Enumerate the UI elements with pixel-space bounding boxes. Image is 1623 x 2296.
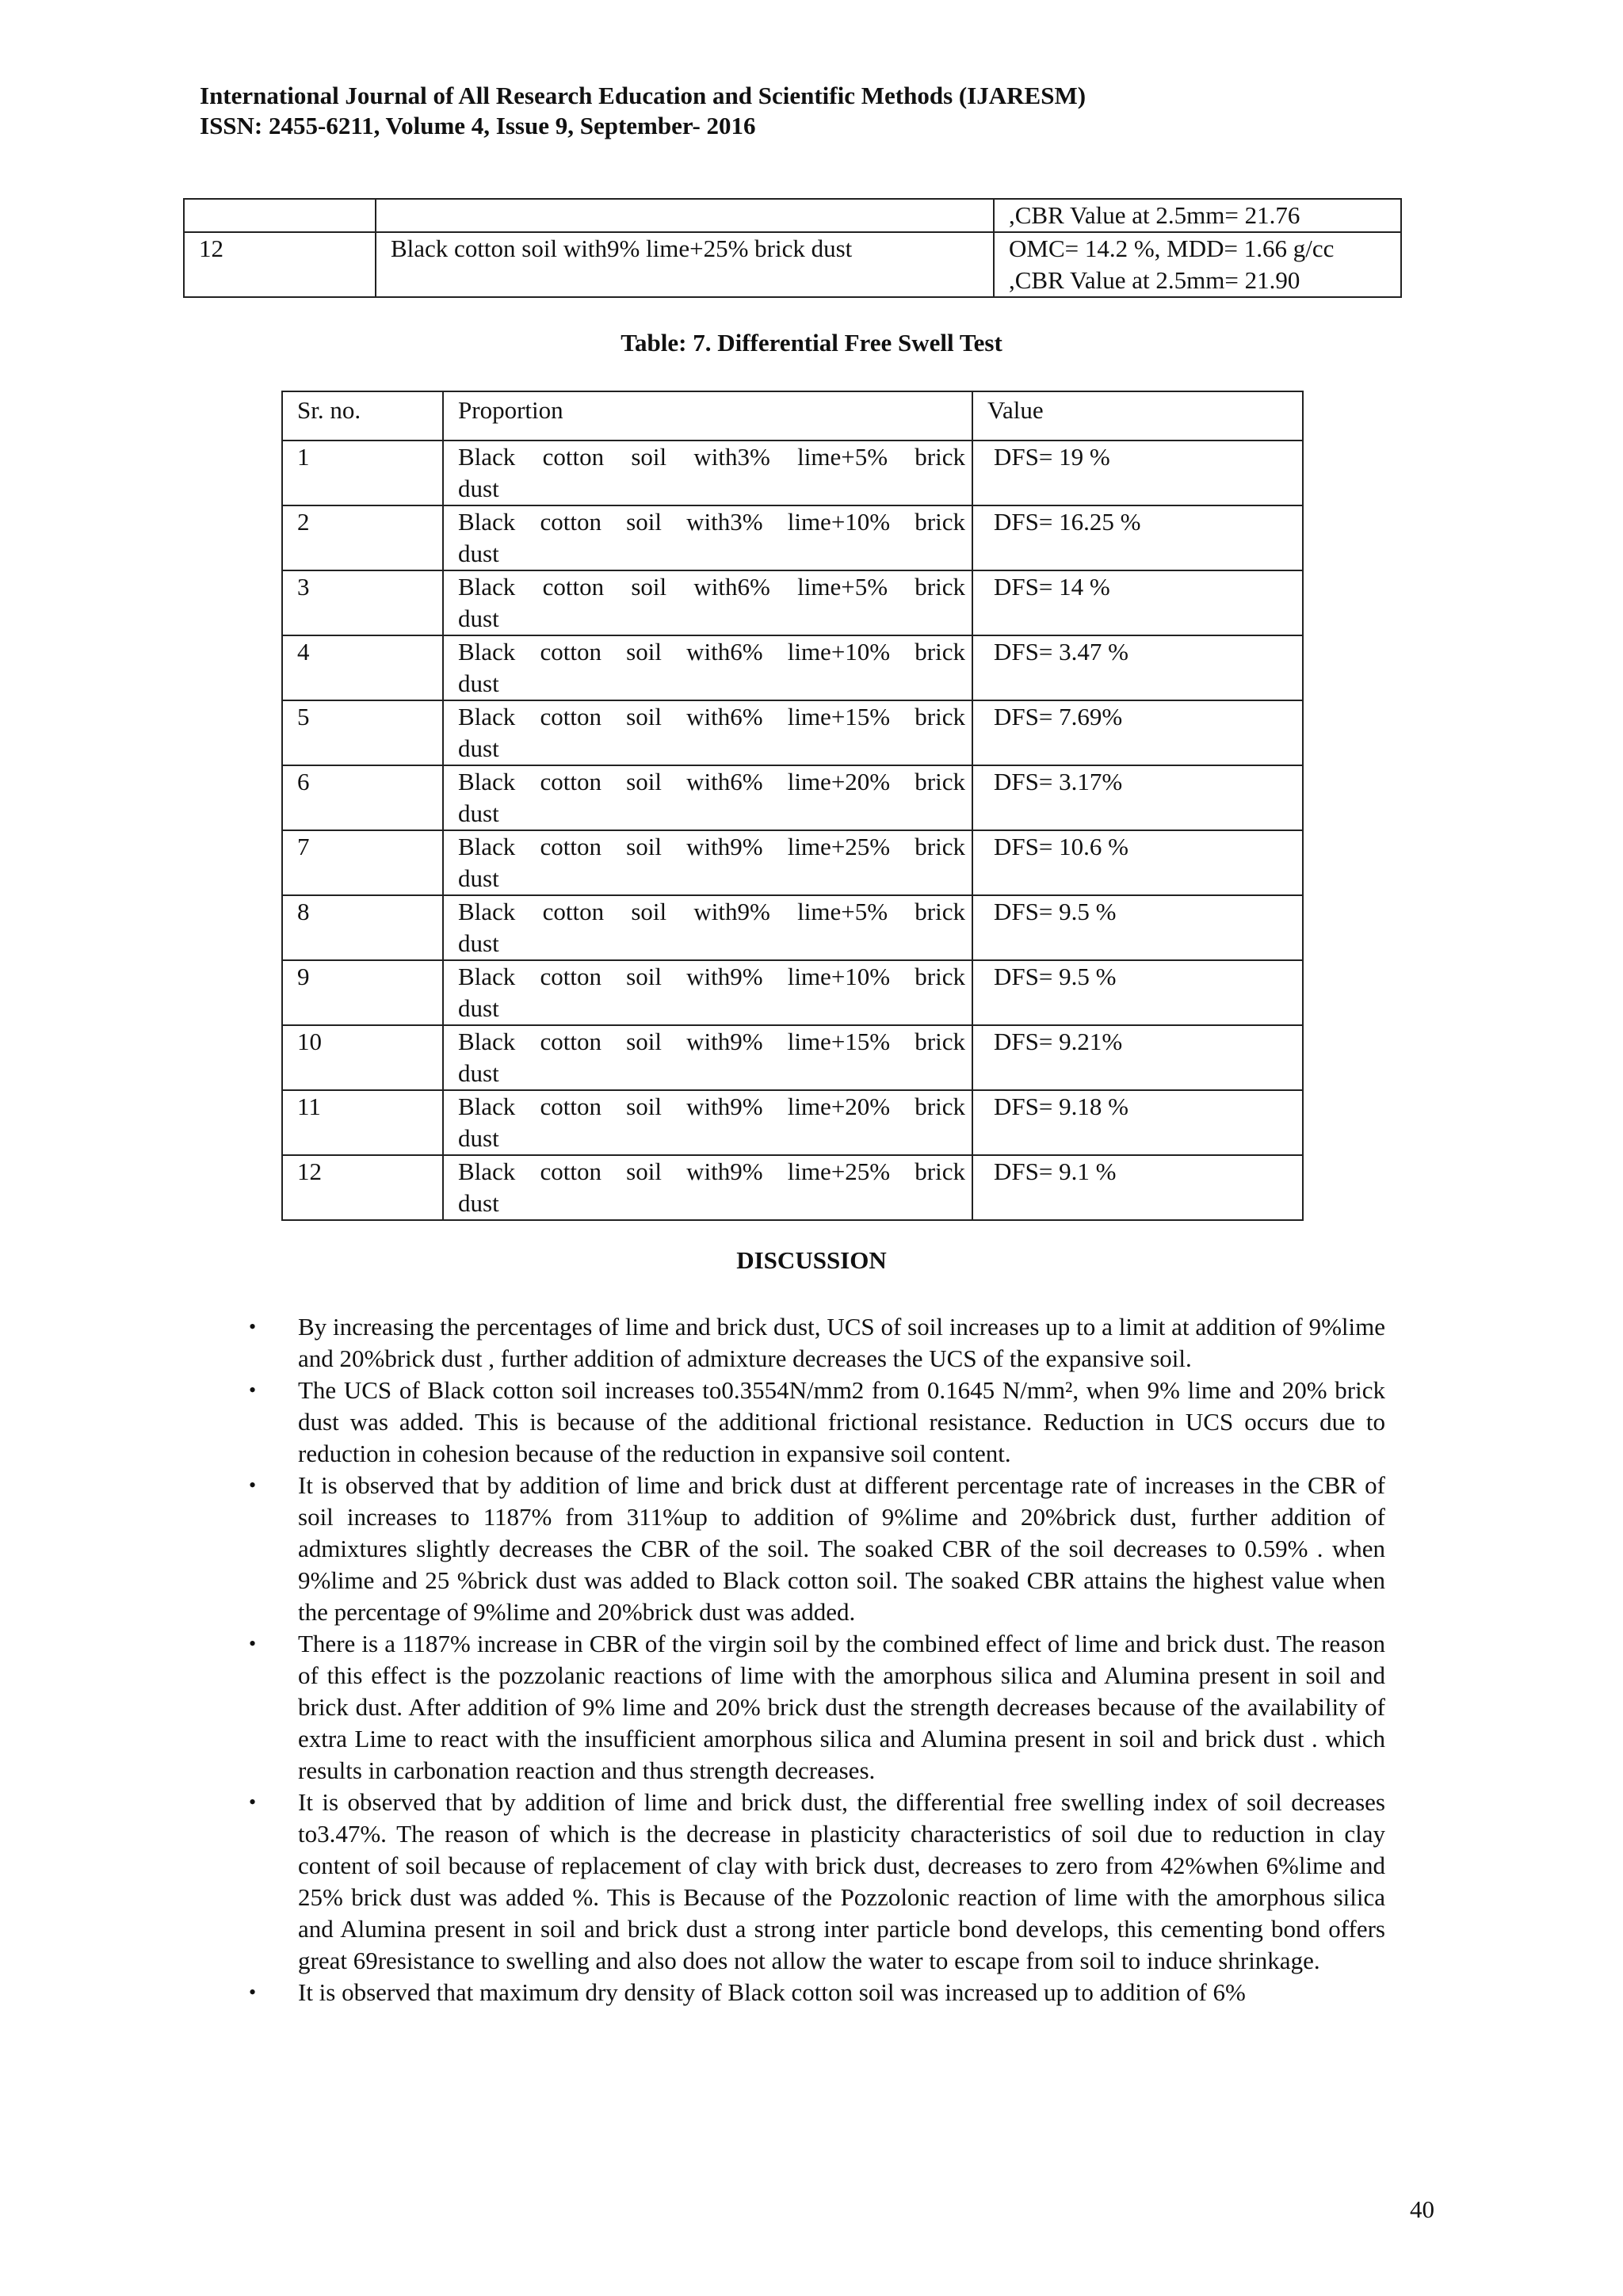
value-cell: DFS= 3.17%	[972, 765, 1303, 830]
bullet-icon: •	[249, 1791, 257, 1814]
proportion-cell	[443, 505, 972, 570]
proportion-line: dust	[458, 799, 499, 827]
proportion-line: dust	[458, 734, 499, 762]
proportion-cell	[443, 960, 972, 1025]
journal-header	[200, 81, 1086, 141]
bullet-icon: •	[249, 1474, 257, 1497]
sr-no-cell: 12	[184, 232, 376, 297]
bullet-icon: •	[249, 1632, 257, 1655]
proportion-line: Black cotton soil with9% lime+25% brick	[458, 833, 965, 860]
page-number: 40	[1410, 2195, 1434, 2223]
list-item-text: By increasing the percentages of lime and brick dust, UCS of soil increases up to a limit at addition of 9%lime and 20%brick dust , further addition of admixture decreases the UCS of the expansive soil.	[298, 1313, 1385, 1372]
proportion-cell	[376, 199, 994, 232]
dfs-table	[281, 391, 1304, 1221]
journal-issn: ISSN: 2455-6211, Volume 4, Issue 9, September- 2016	[200, 112, 756, 139]
dfs-table-body	[282, 441, 1303, 1220]
sr-no-cell: 5	[282, 700, 443, 765]
proportion-line: dust	[458, 605, 499, 632]
proportion-line: dust	[458, 669, 499, 697]
bullet-icon: •	[249, 1981, 257, 2004]
proportion-line: dust	[458, 475, 499, 502]
value-cell: DFS= 9.1 %	[972, 1155, 1303, 1220]
sr-no-cell: 1	[282, 441, 443, 505]
proportion-cell	[443, 1025, 972, 1090]
table-row	[282, 570, 1303, 635]
list-item-text: The UCS of Black cotton soil increases to0.3554N/mm2 from 0.1645 N/mm², when 9% lime and 20% brick dust was added. This is because of the additional frictional resistance. Reduction in UCS occurs due to reduction in cohesion because of the reduction in expansive soil content.	[298, 1376, 1385, 1467]
table-row	[282, 635, 1303, 700]
table-header-row	[282, 391, 1303, 441]
bullet-icon: •	[249, 1379, 257, 1402]
table-caption: Table: 7. Differential Free Swell Test	[621, 329, 1002, 357]
table-row	[282, 895, 1303, 960]
proportion-cell	[443, 570, 972, 635]
proportion-line: dust	[458, 929, 499, 957]
proportion-line: Black cotton soil with6% lime+20% brick	[458, 768, 965, 795]
table-row	[282, 700, 1303, 765]
proportion-line: dust	[458, 864, 499, 892]
proportion-line: Black cotton soil with6% lime+10% brick	[458, 638, 965, 666]
sr-no-cell: 7	[282, 830, 443, 895]
table-row	[282, 1090, 1303, 1155]
table-row	[282, 830, 1303, 895]
table-row	[282, 1025, 1303, 1090]
list-item-text: It is observed that by addition of lime and brick dust, the differential free swelling index of soil decreases to3.47%. The reason of which is the decrease in plasticity characteristics of soil due to reduction in clay content of soil because of replacement of clay with brick dust, decreases to zero from 42%when 6%lime and 25% brick dust was added %. This is Because of the Pozzolonic reaction of lime with the amorphous silica and Alumina present in soil and brick dust a strong inter particle bond develops, this cementing bond offers great 69resistance to swelling and also does not allow the water to escape from soil to induce shrinkage.	[298, 1788, 1385, 1974]
table-row	[282, 1155, 1303, 1220]
proportion-line: dust	[458, 1124, 499, 1152]
proportion-line: Black cotton soil with9% lime+20% brick	[458, 1093, 965, 1120]
proportion-line: Black cotton soil with9% lime+15% brick	[458, 1028, 965, 1055]
proportion-line: Black cotton soil with6% lime+15% brick	[458, 703, 965, 730]
continued-table	[183, 198, 1402, 298]
list-item	[238, 1311, 1385, 1375]
proportion-line: dust	[458, 1189, 499, 1217]
list-item-text: It is observed that by addition of lime and brick dust at different percentage rate of increases in the CBR of soil increases to 1187% from 311%up to addition of 9%lime and 20%brick dust, further addition of admixtures slightly decreases the CBR of the soil. The soaked CBR of the soil decreases to 0.59% . when 9%lime and 25 %brick dust was added to Black cotton soil. The soaked CBR attains the highest value when the percentage of 9%lime and 20%brick dust was added.	[298, 1471, 1385, 1626]
value-cell: DFS= 9.18 %	[972, 1090, 1303, 1155]
table-row	[282, 960, 1303, 1025]
section-heading: DISCUSSION	[736, 1246, 887, 1274]
journal-title: International Journal of All Research Education and Scientific Methods (IJARESM)	[200, 82, 1086, 109]
proportion-cell	[443, 1155, 972, 1220]
proportion-cell	[443, 441, 972, 505]
table-row	[184, 232, 1401, 297]
proportion-line: Black cotton soil with9% lime+25% brick	[458, 1158, 965, 1185]
sr-no-cell	[184, 199, 376, 232]
proportion-line: dust	[458, 994, 499, 1022]
proportion-line: Black cotton soil with9% lime+10% brick	[458, 963, 965, 990]
list-item	[238, 1787, 1385, 1977]
value-line: ,CBR Value at 2.5mm= 21.90	[1009, 266, 1300, 294]
list-item	[238, 1375, 1385, 1470]
value-cell: DFS= 14 %	[972, 570, 1303, 635]
value-cell: DFS= 9.5 %	[972, 895, 1303, 960]
value-line: OMC= 14.2 %, MDD= 1.66 g/cc	[1009, 235, 1335, 262]
bullet-icon: •	[249, 1315, 257, 1338]
discussion-list	[238, 1311, 1385, 2008]
value-cell: DFS= 10.6 %	[972, 830, 1303, 895]
proportion-line: dust	[458, 1059, 499, 1087]
list-item	[238, 1470, 1385, 1628]
proportion-cell	[443, 830, 972, 895]
proportion-cell	[443, 765, 972, 830]
column-header: Sr. no.	[282, 391, 443, 441]
list-item-text: It is observed that maximum dry density of Black cotton soil was increased up to addition of 6%	[298, 1978, 1246, 2006]
proportion-line: dust	[458, 540, 499, 567]
sr-no-cell: 9	[282, 960, 443, 1025]
sr-no-cell: 4	[282, 635, 443, 700]
proportion-line: Black cotton soil with3% lime+10% brick	[458, 508, 965, 536]
table-row	[282, 441, 1303, 505]
proportion-line: Black cotton soil with9% lime+5% brick	[458, 898, 965, 925]
sr-no-cell: 12	[282, 1155, 443, 1220]
proportion-cell	[443, 1090, 972, 1155]
table-row	[282, 765, 1303, 830]
value-cell	[994, 199, 1401, 232]
value-cell: DFS= 9.5 %	[972, 960, 1303, 1025]
proportion-cell	[443, 700, 972, 765]
proportion-cell: Black cotton soil with9% lime+25% brick dust	[376, 232, 994, 297]
value-cell: DFS= 9.21%	[972, 1025, 1303, 1090]
list-item	[238, 1977, 1385, 2008]
proportion-line: Black cotton soil with6% lime+5% brick	[458, 573, 965, 601]
proportion-line: Black cotton soil with3% lime+5% brick	[458, 443, 965, 471]
column-header: Value	[972, 391, 1303, 441]
value-cell	[994, 232, 1401, 297]
value-cell: DFS= 19 %	[972, 441, 1303, 505]
value-cell: DFS= 16.25 %	[972, 505, 1303, 570]
sr-no-cell: 3	[282, 570, 443, 635]
sr-no-cell: 10	[282, 1025, 443, 1090]
proportion-cell	[443, 635, 972, 700]
value-cell: DFS= 3.47 %	[972, 635, 1303, 700]
value-line: ,CBR Value at 2.5mm= 21.76	[1009, 201, 1300, 229]
sr-no-cell: 11	[282, 1090, 443, 1155]
table-row	[282, 505, 1303, 570]
sr-no-cell: 6	[282, 765, 443, 830]
proportion-cell	[443, 895, 972, 960]
list-item	[238, 1628, 1385, 1787]
list-item-text: There is a 1187% increase in CBR of the virgin soil by the combined effect of lime and brick dust. The reason of this effect is the pozzolanic reactions of lime with the amorphous silica and Alumina present in soil and brick dust. After addition of 9% lime and 20% brick dust the strength decreases because of the availability of extra Lime to react with the insufficient amorphous silica and Alumina present in soil and brick dust . which results in carbonation reaction and thus strength decreases.	[298, 1630, 1385, 1784]
value-cell: DFS= 7.69%	[972, 700, 1303, 765]
table-row	[184, 199, 1401, 232]
sr-no-cell: 8	[282, 895, 443, 960]
column-header: Proportion	[443, 391, 972, 441]
sr-no-cell: 2	[282, 505, 443, 570]
